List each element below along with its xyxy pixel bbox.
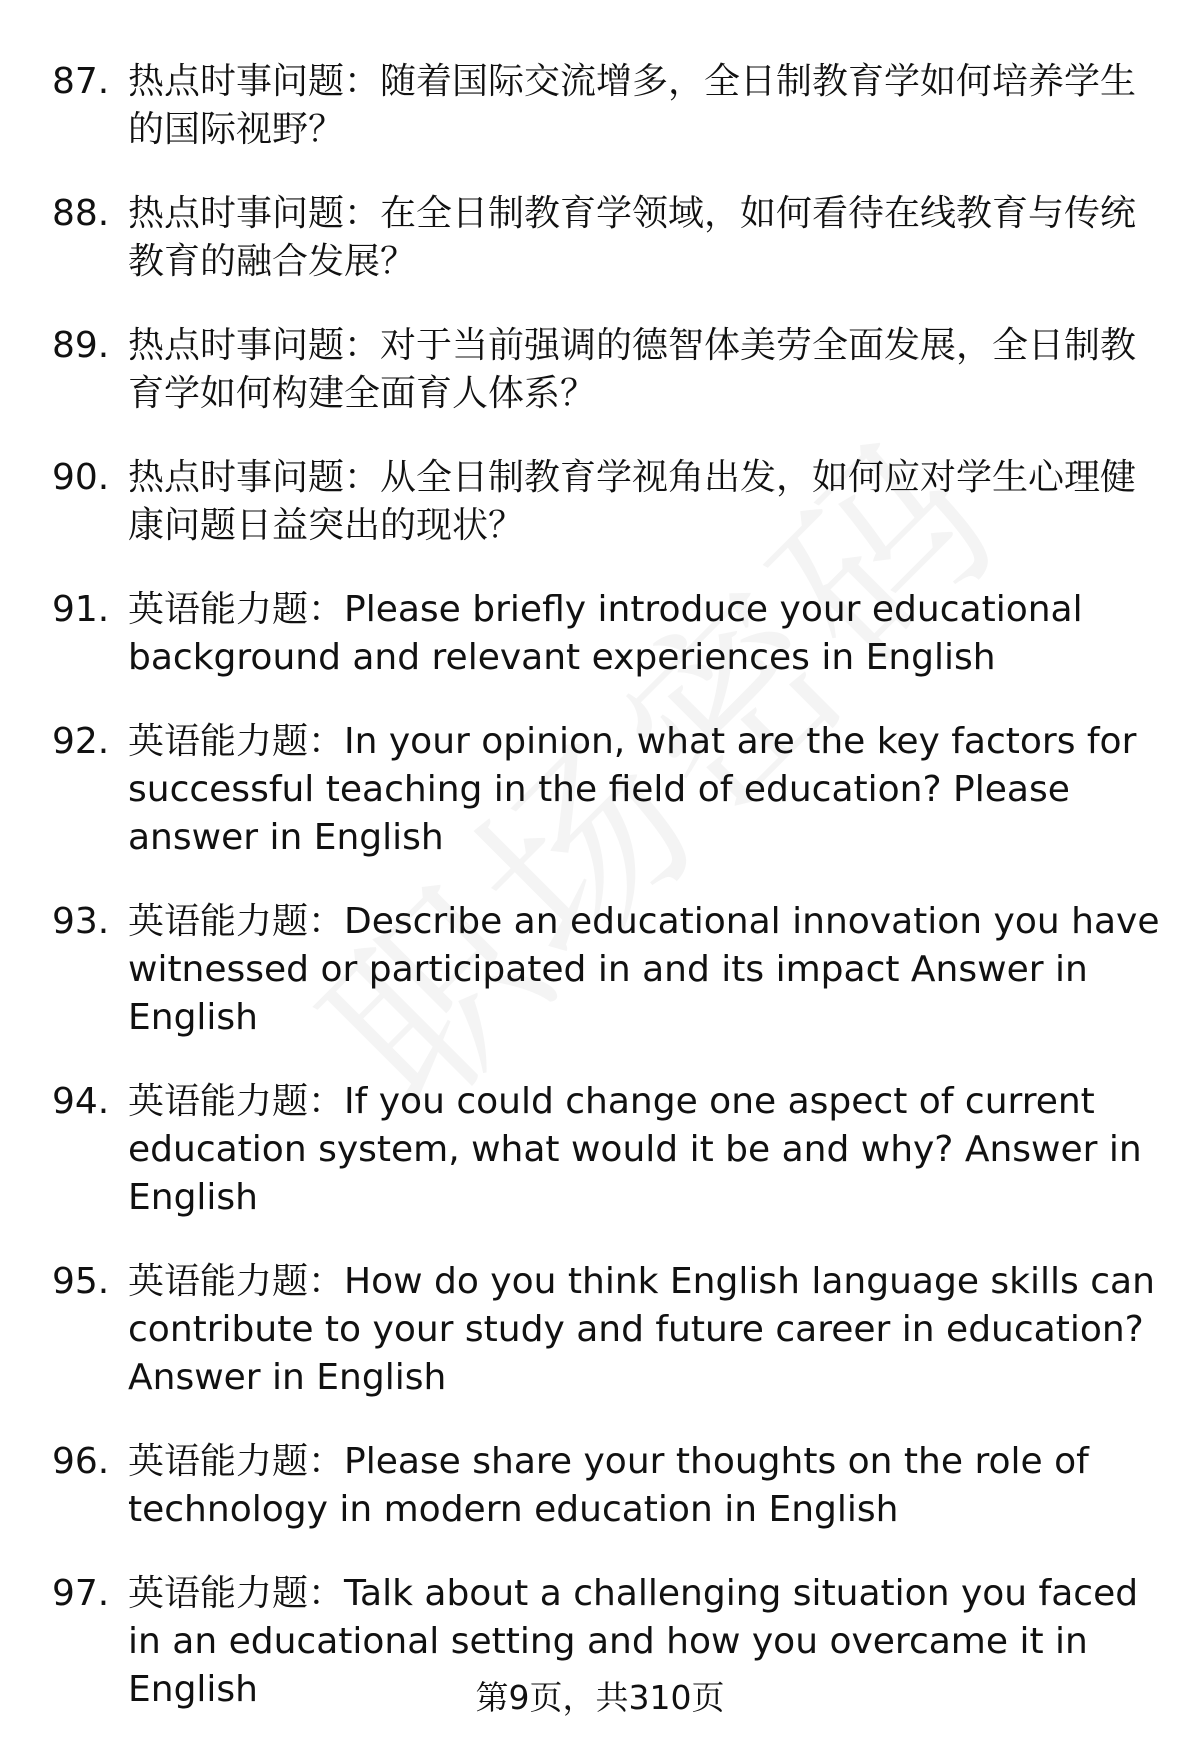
question-item <box>0 58 1200 154</box>
question-text: 热点时事问题：从全日制教育学视角出发，如何应对学生心理健康问题日益突出的现状？ <box>128 457 1137 546</box>
question-item <box>0 898 1200 1042</box>
question-item <box>0 1258 1200 1402</box>
question-text: 英语能力题：Talk about a challenging situation you faced in an educational setting and how you overcame it in English <box>128 1573 1139 1710</box>
question-number: 96. <box>52 1441 110 1482</box>
question-text: 英语能力题：Describe an educational innovation you have witnessed or participated in and its impact Answer in English <box>128 901 1160 1038</box>
question-number: 87. <box>52 61 110 102</box>
question-item <box>0 454 1200 550</box>
question-item <box>0 1438 1200 1534</box>
question-text: 英语能力题：If you could change one aspect of current education system, what would it be and why? Answer in English <box>128 1081 1142 1218</box>
question-item <box>0 190 1200 286</box>
question-item <box>0 586 1200 682</box>
question-text: 英语能力题：Please briefly introduce your educational background and relevant experiences in English <box>128 589 1083 678</box>
question-text: 英语能力题：In your opinion, what are the key factors for successful teaching in the field of education? Please answer in English <box>128 721 1137 858</box>
question-item <box>0 322 1200 418</box>
question-number: 92. <box>52 721 110 762</box>
question-text: 英语能力题：How do you think English language skills can contribute to your study and future career in education? Answer in English <box>128 1261 1155 1398</box>
question-number: 93. <box>52 901 110 942</box>
question-number: 90. <box>52 457 110 498</box>
question-text: 热点时事问题：对于当前强调的德智体美劳全面发展，全日制教育学如何构建全面育人体系？ <box>128 325 1137 414</box>
question-number: 97. <box>52 1573 110 1614</box>
question-number: 88. <box>52 193 110 234</box>
page-footer: 第9页，共310页 <box>475 1678 725 1717</box>
question-text: 热点时事问题：在全日制教育学领域，如何看待在线教育与传统教育的融合发展？ <box>128 193 1137 282</box>
question-text: 英语能力题：Please share your thoughts on the role of technology in modern education in English <box>128 1441 1089 1530</box>
question-number: 91. <box>52 589 110 630</box>
question-text: 热点时事问题：随着国际交流增多，全日制教育学如何培养学生的国际视野？ <box>128 61 1137 150</box>
question-number: 89. <box>52 325 110 366</box>
question-item <box>0 1078 1200 1222</box>
question-number: 95. <box>52 1261 110 1302</box>
question-number: 94. <box>52 1081 110 1122</box>
question-item <box>0 718 1200 862</box>
question-list <box>0 58 1200 1750</box>
